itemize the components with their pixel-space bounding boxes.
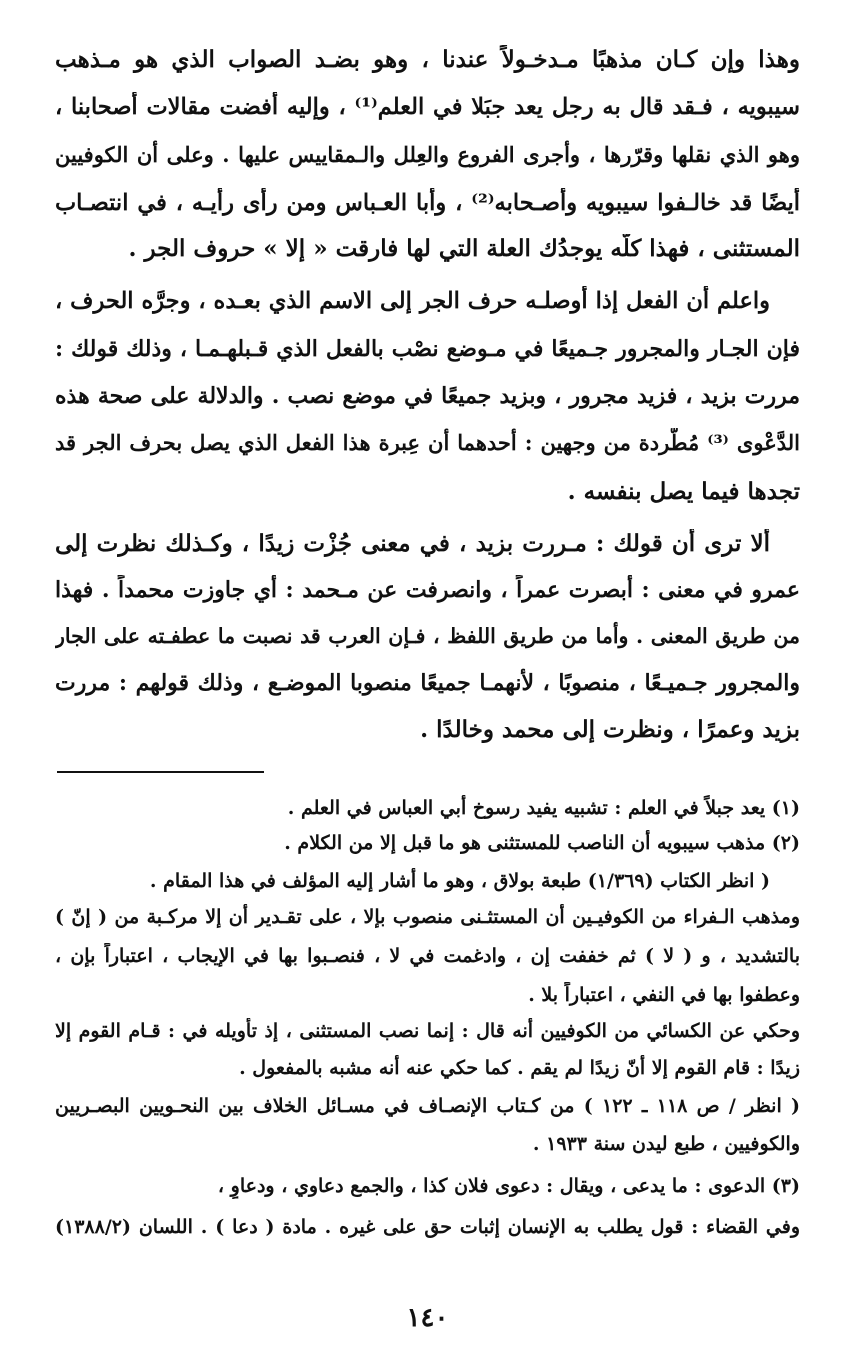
main-text-line: أيضًا قد خالـفوا سيبويه وأصـحابه⁽²⁾ ، وأبا العـباس ومن رأى رأيـه ، في انتصـاب xyxy=(55,190,800,216)
main-text-line: فإن الجـار والمجرور جـميعًا في مـوضع نصْب بالفعل الذي قـبلهـمـا ، وذلك قولك : xyxy=(55,336,800,362)
main-text-line: المستثنى ، فهذا كلُّه يوجدُك العلة التي لها فارقت « إلا » حروف الجر . xyxy=(128,235,800,262)
footnote-line: (٢) مذهب سيبويه أن الناصب للمستثنى هو ما قبل إلا من الكلام . xyxy=(284,832,800,854)
footnote-line: ( انظر الكتاب (١/٣٦٩) طبعة بولاق ، وهو ما أشار إليه المؤلف في هذا المقام . xyxy=(149,870,770,892)
main-text-line: والمجرور جـميـعًا ، منصوبًا ، لأنهمـا جميعًا منصوبا الموضـع ، وذلك قولهم : مررت xyxy=(55,670,800,696)
main-text-line: من طريق المعنى . وأما من طريق اللفظ ، فـإن العرب قد نصبت ما عطفـته على الجار xyxy=(55,624,800,648)
main-text-line: عمرو في معنى : أبصرت عمراً ، وانصرفت عن مـحمد : أي جاوزت محمداً . فهذا xyxy=(55,577,800,603)
footnote-line: وحكي عن الكسائي من الكوفيين أنه قال : إنما نصب المستثنى ، إذ تأويله في : قـام القوم إلا xyxy=(55,1020,800,1042)
footnote-line: وعطفوا بها في النفي ، اعتباراً بلا . xyxy=(528,984,800,1006)
footnote-line: (٣) الدعوى : ما يدعى ، ويقال : دعوى فلان كذا ، والجمع دعاوي ، ودعاوٍ ، xyxy=(217,1175,800,1197)
footnote-line: (١) يعد جبلاً في العلم : تشبيه يفيد رسوخ أبي العباس في العلم . xyxy=(287,797,800,819)
main-text-line: وهو الذي نقلها وقرّرها ، وأجرى الفروع والعِلل والـمقاييس عليها . وعلى أن الكوفيين xyxy=(55,142,800,167)
main-text-line: واعلم أن الفعل إذا أوصلـه حرف الجر إلى الاسم الذي بعـده ، وجرَّه الحرف ، xyxy=(55,288,770,314)
main-text-line: ألا ترى أن قولك : مـررت بزيد ، في معنى جُزْت زيدًا ، وكـذلك نظرت إلى xyxy=(55,530,770,557)
main-text-line: بزيد وعمرًا ، ونظرت إلى محمد وخالدًا . xyxy=(420,716,800,743)
page-number: ١٤٠ xyxy=(406,1303,449,1333)
footnote-line: ( انظر / ص ١١٨ ـ ١٢٢ ) من كـتاب الإنصـاف في مسـائل الخلاف بين النحـويين البصـريين xyxy=(55,1095,800,1117)
main-text-line: تجدها فيما يصل بنفسه . xyxy=(567,478,800,505)
footnote-line: ومذهب الـفراء من الكوفيـين أن المستثـنى منصوب بإلا ، على تقـدير أن إلا مركـبة من ( إنّ ) xyxy=(55,906,800,928)
main-text-line: وهذا وإن كـان مذهبًا مـدخـولاً عندنا ، وهو بضـد الصواب الذي هو مـذهب xyxy=(55,46,800,73)
footnote-line: والكوفيين ، طبع ليدن سنة ١٩٣٣ . xyxy=(532,1133,800,1155)
main-text-line: سيبويه ، فـقد قال به رجل يعد جبَلا في العلم⁽¹⁾ ، وإليه أفضت مقالات أصحابنا ، xyxy=(55,94,800,120)
footnote-separator xyxy=(57,771,264,773)
main-text-line: الدَّعْوى ⁽³⁾ مُطَّردة من وجهين : أحدهما أن عِبرة هذا الفعل الذي يصل بحرف الجر قد xyxy=(55,430,800,455)
footnote-line: زيدًا : قام القوم إلا أنّ زيدًا لم يقم . كما حكي عنه أنه مشبه بالمفعول . xyxy=(239,1057,800,1079)
footnote-line: بالتشديد ، و ( لا ) ثم خففت إن ، وادغمت في لا ، فنصـبوا بها في الإيجاب ، اعتباراً بإن ، xyxy=(55,945,800,967)
footnote-line: وفي القضاء : قول يطلب به الإنسان إثبات حق على غيره . مادة ( دعا ) . اللسان (١٣٨٨/٢) xyxy=(55,1216,800,1238)
main-text-line: مررت بزيد ، فزيد مجرور ، وبزيد جميعًا في موضع نصب . والدلالة على صحة هذه xyxy=(55,383,800,409)
